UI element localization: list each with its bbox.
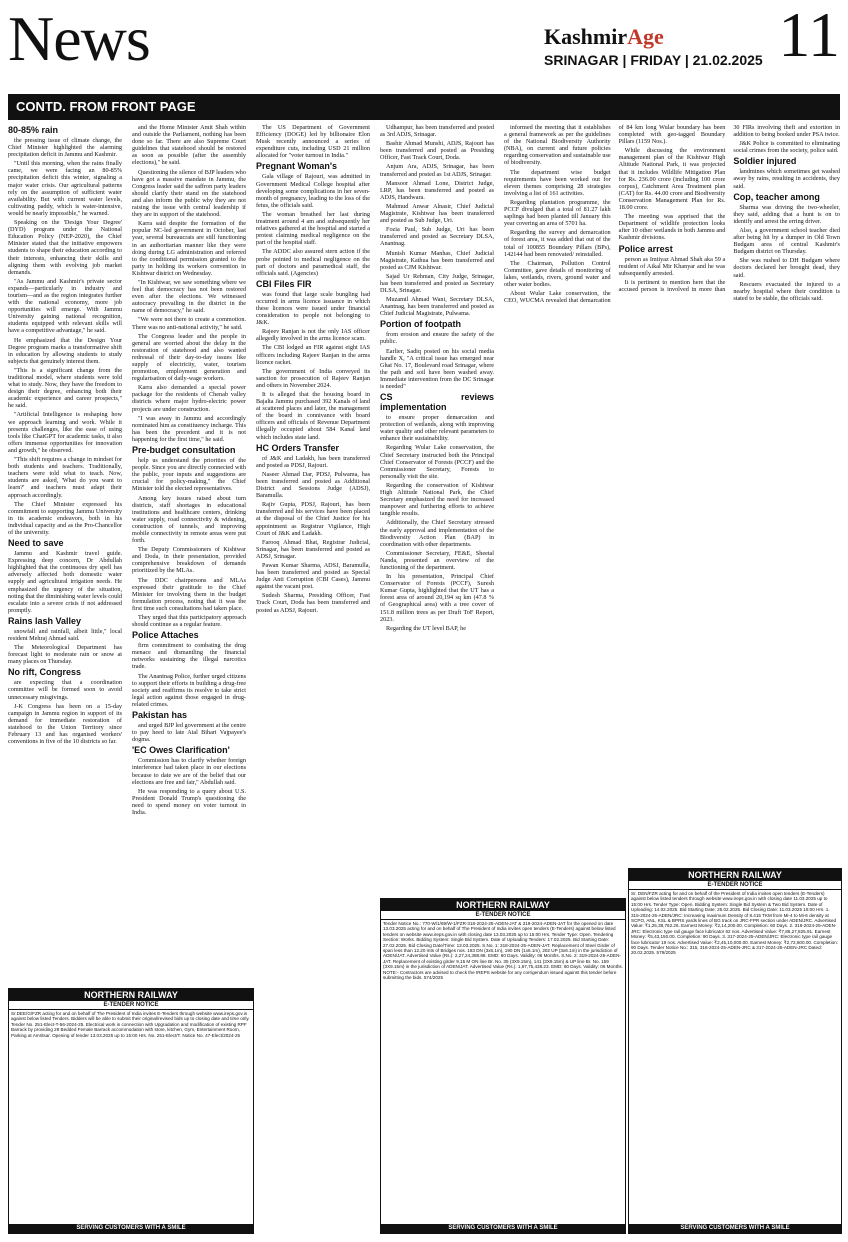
article-paragraph: Sajad Ur Rehman, City Judge, Srinagar, has been transferred and posted as Secretary DLSA, Srinagar.	[380, 272, 494, 294]
article-paragraph: Rescuers evacuated the injured to a nearby hospital where their condition is stated to be stable, the officials said.	[733, 280, 840, 302]
brand-main: Kashmir	[544, 24, 628, 49]
article-paragraph: person as Imtiyaz Ahmad Shah aka 59 a resident of Aikal Mir Khanyar and he was subsequently arrested.	[618, 255, 726, 277]
article-paragraph: Naseer Ahmad Dar, PDSJ, Pulwama, has been transferred and posted as Additional District and Sessions Judge (ADSJ), Baramulla.	[256, 470, 370, 500]
article-paragraph: Regarding the conservation of Kishtwar High Altitude National Park, the Chief Secretary emphasized the need for increased manpower and furthering efforts to achieve tangible results.	[380, 481, 494, 518]
ad-body: Sr. DEN/FZR acting for and on behalf of the President of India invites open tenders (E-Tenders) against below listed tenders through website www.ireps.gov.in with closing date 11.03.2025 up to 15:00 Hrs. Tender Type: Open. Bidding System: Single Bid System & Two Bid System. Date of Uploading: 14.02.2025. Bid Starting Date: 25.02.2025. Bid Closing Date: 11.03.2025 15:00 Hrs. 1. 315-2024-25-ADEN/JRC: Increasing maximum Density of 8.415 TKM from Mi-4 to Mi-6 density at SCPO, ANL, KSL & BPRS yards lines of BG track on JRC-FPR section under ADEN/JRC. Advertised Value: ₹1,25,38,762.26. Earnest Money: ₹2,14,200.00. Completion: 60 Days. 2. 316-2024-25-ADEN-JRC: Electronic type rail gauge face lubricator 62 nos. Advertised Value: ₹7,86,27,825.91. Earnest Money: ₹5,43,150.00. Completion: 90 Days. 3. 317-2024-25-ADEN/JRC: Electronic type rail gauge face lubricator 19 nos. Advertised Value: ₹2,45,10,000.00. Earnest Money: ₹2,72,600.00. Completion: 90 Days. Tender Notice No.: 315, 316-2024-25-ADEN-JRC & 317-2024-25-ADEN-JRC Dated: 20.02.2025. 579/2025	[631, 891, 838, 956]
article-paragraph: The CBI lodged an FIR against eight IAS officers including Rajeev Ranjan in the arms licence racket.	[256, 344, 370, 366]
article-paragraph: The department wise budget requirements have been worked out for eleven themes comprising 28 strategies involving a list of 161 activities.	[504, 168, 611, 197]
article-paragraph: "We were not there to create a commotion. There was no anti-national activity," he said.	[132, 316, 246, 331]
column-3	[256, 124, 370, 894]
ad-subtitle: E-TENDER NOTICE	[381, 911, 625, 920]
article-paragraph: Anjum Ara, ADJS, Srinagar, has been transferred and posted as 1st ADJS, Srinagar.	[380, 163, 494, 178]
article-paragraph: are expecting that a coordination committee will be formed soon to avoid unnecessary misgivings.	[8, 679, 122, 701]
ad-footer: SERVING CUSTOMERS WITH A SMILE	[381, 1224, 625, 1233]
ad-body: Sr.DEE/G/FZR acting for and on behalf of The President of India invites E-Tenders through website www.ireps.gov.in against below listed Tenders. Bidders will be able to submit their original/revised bids up to closing date and time only. Tender No. 251-Elect-T-56-2024-25. Electrical work in connection with Upgradation and modification of existing RPF Barrack by providing 28 Bedded Female Barrack accommodation with store, kitchen, Gym, Entertainment Room, Parking at Amritsar. Opening of tender 13.03.2025 up to 15:00 Hrs. No. 251-Elect/T. Notice No. 47-Elect/2024-25	[11, 1011, 250, 1038]
article-paragraph: Additionally, the Chief Secretary stressed the early approval and implementation of the Biodiversity Action Plan (BAP) in coordination with other departments.	[380, 519, 494, 548]
article-paragraph: Regarding the UT level BAP, he	[386, 624, 466, 632]
article-paragraph: While discussing the environment management plan of the Kishtwar High Altitude National Park, it was projected that it includes Wildlife Mitigation Plan for Rs. 236.00 crore (including 100 crore corpus), Catchment Area Treatment plan (CAT) for Rs. 44.00 crore and Biodiversity Conservation Management Plan for Rs. 18.00 crore.	[618, 147, 726, 212]
article-heading: HC Orders Transfer	[256, 442, 340, 453]
article-heading: Police Attaches	[132, 630, 199, 641]
ad-footer: SERVING CUSTOMERS WITH A SMILE	[629, 1224, 841, 1233]
article-paragraph: Farooq Ahmad Bhat, Registrar Judicial, Srinagar, has been transferred and posted as ADSJ, Srinagar.	[256, 538, 370, 560]
column-5	[504, 124, 840, 864]
article-paragraph: They urged that this participatory approach should continue as a regular feature.	[132, 614, 246, 629]
article-paragraph: In his presentation, Principal Chief Conservator of Forests (PCCF), Suresh Kumar Gupta, highlighted that the UT has a forest area of around 20,194 sq km (47.8 % of Geographical area) with a tree cover of 151.8 million trees as per Draft ToF Report, 2023.	[380, 573, 494, 623]
article-heading: Pre-budget consultation	[132, 445, 236, 456]
article-paragraph: Also, a government school teacher died after being hit by a dumper in Old Town Budgam area of central Kashmir's Budgam district on Thursday.	[733, 226, 840, 256]
article-paragraph: Commissioner Secretary, FE&E, Sheetal Nanda, presented an overview of the functioning of the department.	[380, 549, 494, 571]
article-paragraph: Questioning the silence of BJP leaders who have got a massive mandate in Jammu, the Congress leader said the saffron party leaders should clarify their stand on the statehood and also inform the public why they are not raising the issue with central leadership if they are in support of the statehood.	[132, 168, 246, 219]
article-paragraph: It is alleged that the housing board in Bajalta Jammu purchased 392 Kanals of land at scattered places and later, the management of the board in connivance with board officers and officials of Revenue Department illegally occupied about 584 Kanal land which includes state land.	[256, 391, 370, 441]
article-paragraph: About Wular Lake conservation, the CEO, WUCMA revealed that demarcation of 84 km long Wular boundary has been completed with geo-tagged Boundary Pillars (1159 Nos.).	[504, 124, 726, 305]
article-paragraph: Munish Kumar Manhas, Chief Judicial Magistrate, Kathua has been transferred and posted as CJM Kishtwar.	[380, 249, 494, 271]
brand-logo	[544, 24, 664, 50]
article-paragraph: He emphasized that the Design Your Degree program marks a transformative shift in education by allowing students to study subjects that genuinely interest them.	[8, 336, 122, 365]
article-paragraph: The government of India conveyed its sanction for prosecution of Rajeev Ranjan and others in November 2024.	[256, 367, 370, 389]
article-paragraph: firm commitment to combating the drug menace and dismantling the financial networks sustaining the illegal narcotics trade.	[132, 642, 246, 671]
article-paragraph: The Chief Minister expressed his commitment to supporting Jammu University in its academic endeavors, both in his individual capacity and as the Pro-Chancellor of the university.	[8, 500, 122, 536]
article-paragraph: The Congress leader and the people in general are worried about the delay in the restoration of statehood and also wanted redressal of their day-to-day issues like supply of electricity, water, tourism promotion, employment generation and regularisation of daily-wage workers.	[132, 332, 246, 383]
article-paragraph: Muzamil Ahmad Wani, Secretary DLSA, Anantnag, has been transferred and posted as Chief Judicial Magistrate, Pulwama.	[380, 296, 494, 318]
article-paragraph: Fozia Paul, Sub Judge, Uri has been transferred and posted as Secretary DLSA, Anantnag.	[380, 226, 494, 248]
article-paragraph: The Deputy Commissioners of Kishtwar and Doda, in their presentation, provided comprehensive breakdown of demands prioritized by the MLAs.	[132, 546, 246, 575]
ad-footer: SERVING CUSTOMERS WITH A SMILE	[9, 1224, 253, 1233]
ad-subtitle: E-TENDER NOTICE	[629, 881, 841, 890]
article-paragraph: Karra said despite the formation of the popular NC-led government in October, last year, several bureaucrats are still functioning in an authoritarian manner like they were doing during LG administration and referred to the conditional permission granted to the party in holding its workers convention in Kishtwar district on Wednesday.	[132, 220, 246, 277]
ad-title: NORTHERN RAILWAY	[9, 989, 253, 1001]
article-paragraph: The meeting was apprised that the Department of wildlife protection looks after 10 other wetlands in both Jammu and Kashmir divisions.	[618, 213, 726, 242]
article-paragraph: Among key issues raised about turn districts, staff shortages in educational institutions and healthcare centers, drinking water supply, road connectivity & widening, construction of tunnels, and improving mobile connectivity in remote areas were put forth.	[132, 494, 246, 545]
article-paragraph: Mansoor Ahmad Lone, District Judge, LRP, has been transferred and posted as ADJS, Handwara.	[380, 179, 494, 201]
article-paragraph: "This shift requires a change in mindset for both students and teachers. Traditionally, teachers were told what to teach. Now, students are asked, 'What do you want to learn?' and teachers must adapt their approach accordingly.	[8, 456, 122, 499]
masthead	[8, 0, 840, 90]
article-paragraph: Udhampur, has been transferred and posted as 3rd ADJS, Srinagar.	[380, 124, 494, 139]
article-heading: Cop, teacher among	[733, 191, 820, 202]
article-heading: Rains lash Valley	[8, 615, 82, 626]
article-paragraph: Regarding the survey and demarcation of forest area, it was added that out of the total of 100855 Boundary Pillars (BPs), 142144 had been renovated/ reinstalled.	[504, 229, 611, 258]
railway-tender-ad-right	[628, 868, 842, 1234]
section-banner	[8, 94, 840, 120]
section-title: News	[8, 3, 150, 74]
article-area	[8, 124, 840, 1234]
article-paragraph: Sudesh Sharma, Presiding Officer, Fast Track Court, Doda has been transferred and posted as ADSJ, Rajouri.	[256, 592, 370, 614]
article-heading: CBI Files FIR	[256, 278, 312, 289]
article-paragraph: informed the meeting that it establishes a general framework as per the guidelines of the National Biodiversity Authority (NBA), on current and future policies regarding conservation and sustainable use of biodiversity.	[504, 124, 611, 167]
article-heading: Pakistan has	[132, 710, 188, 721]
article-heading: CS reviews implementation	[380, 392, 494, 413]
article-paragraph: Earlier, Sadiq posted on his social media handle X, "A critical issue has emerged near Ghat No. 17, Boulevard road Srinagar, where the path and soil have been washed away. Immediate intervention from the DC Srinagar is needed"	[380, 347, 494, 390]
article-paragraph: "I was away in Jammu and accordingly nominated him as constituency incharge. This has been the precedent and it is not happening for the first time," he said.	[132, 414, 246, 443]
article-paragraph: The DDC chairpersons and MLAs expressed their gratitude to the Chief Minister for involving them in the budget formulation process, noting that it was the first time such consultations had taken place.	[132, 576, 246, 612]
article-paragraph: Gala village of Rajouri, was admitted in Government Medical College hospital after developing some complications in her seven-month of pregnancy, leading to the loss of the fetus, the officials said.	[256, 173, 370, 209]
article-paragraph: Rajeev Ranjan is not the only IAS officer allegedly involved in the arms licence scam.	[256, 328, 370, 343]
article-paragraph: and the Home Minister Amit Shah within and outside the Parliament, nothing has been done so far. There are also Supreme Court guidelines that statehood should be restored as soon as possible (after the assembly elections)," he said.	[132, 124, 246, 167]
section-banner-label: CONTD. FROM FRONT PAGE	[16, 99, 196, 114]
article-paragraph: "Artificial Intelligence is reshaping how we approach learning and work. While it presents challenges, like the ease of using tools like ChatGPT for academic tasks, it also offers immense opportunities for innovation and growth," he observed.	[8, 411, 122, 454]
dateline: SRINAGAR | FRIDAY | 21.02.2025	[544, 52, 763, 68]
ad-title: NORTHERN RAILWAY	[381, 899, 625, 911]
column-2	[132, 124, 246, 984]
article-paragraph: landmines which sometimes get washed away by rains, resulting in accidents, they said.	[733, 168, 840, 190]
article-paragraph: Sharma was driving the two-wheeler, they said, adding that a hunt is on to identify and arrest the erring driver.	[733, 203, 840, 225]
article-heading: Need to save	[8, 538, 64, 549]
article-paragraph: "This is a significant change from the traditional model, where students were told what to study. Now, they have the freedom to design their degree, enhancing both their academic experience and career prospects," he said.	[8, 366, 122, 410]
article-paragraph: "Until this morning, when the rains finally came, we were facing an 80-85% precipitation deficit this winter, signaling a major water crisis. Our agricultural patterns rely on the assumption of sufficient water availability. But with current water levels, cultivating paddy, which is water-intensive, would be nearly impossible," he warned.	[8, 160, 122, 217]
column-4	[380, 124, 494, 894]
article-paragraph: The Meteorological Department has forecast light to moderate rain or snow at many places on Thursday.	[8, 644, 122, 666]
article-paragraph: Regarding Wular Lake conservation, the Chief Secretary instructed both the Principal Chief Conservator of Forests (PCCF) and the Commissioner Secretary, Forests to personally visit the site.	[380, 444, 494, 480]
railway-tender-ad-left	[8, 988, 254, 1234]
article-paragraph: snowfall and rainfall, albeit little," local resident Mehraj Ahmad said.	[8, 627, 122, 642]
article-paragraph: The Chairman, Pollution Control Committee, gave details of monitoring of lakes, wetlands, rivers, ground water and other water bodies.	[504, 259, 611, 288]
article-paragraph: The Anantnag Police, further urged citizens to support their efforts in building a drug-free society and reaffirms its resolve to take strict legal action against those engaged in drug-related crimes.	[132, 672, 246, 708]
article-paragraph: of J&K and Ladakh, has been transferred and posted as PDSJ, Rajouri.	[256, 454, 370, 469]
article-paragraph: Commission has to clarify whether foreign interference had taken place in our elections because to date we are of the belief that our elections are free and fair," Abdullah said.	[132, 757, 246, 786]
article-paragraph: Pawan Kumar Sharma, ADSJ, Baramulla, has been transferred and posted as Special Judge Anti Corruption (CBI Cases), Jammu against the vacant post.	[256, 561, 370, 591]
article-paragraph: The ADDC also assured stern action if the probe pointed to medical negligence on the part of doctors and paramedical staff, the officials said. (Agencies)	[256, 248, 370, 277]
ad-subtitle: E-TENDER NOTICE	[9, 1001, 253, 1010]
article-paragraph: Karra also demanded a special power package for the residents of Chenab valley districts where major hydro-electric power projects are under construction.	[132, 384, 246, 413]
article-paragraph: to ensure proper demarcation and protection of wetlands, along with improving water quality and other relevant parameters to enhance their sustainability.	[380, 414, 494, 443]
ad-title: NORTHERN RAILWAY	[629, 869, 841, 881]
article-heading: Police arrest	[618, 243, 673, 254]
article-paragraph: from erosion and ensure the safety of the public.	[380, 331, 494, 346]
railway-tender-ad-middle	[380, 898, 626, 1234]
article-paragraph: The US Department of Government Efficiency (DOGE) led by billionaire Elon Musk recently announced a series of expenditure cuts, including USD 21 million allocated for "voter turnout in India."	[256, 124, 370, 160]
article-paragraph: Rajiv Gupta, PDSJ, Rajouri, has been transferred and his services have been placed at the disposal of the Chief Justice for his appointment as Registrar Vigilance, High Court of J&K and Ladakh.	[256, 501, 370, 537]
article-heading: Soldier injured	[733, 156, 797, 167]
page-number: 11	[778, 0, 840, 70]
article-paragraph: the pressing issue of climate change, the Chief Minister highlighted the alarming precipitation deficit in Jammu and Kashmir.	[8, 137, 122, 159]
article-paragraph: Speaking on the 'Design Your Degree' (DYD) program under the National Education Policy (NEP-2020), the Chief Minister stated that the initiative empowers students to shape their education according to their interests, enhancing their skills and aligning them with evolving job market demands.	[8, 219, 122, 276]
article-paragraph: It is pertinent to mention here that the accused person is involved in more than 30 FIRs involving theft and extortion in addition to being booked under PSA twice.	[618, 124, 840, 293]
article-paragraph: J&K Police is committed to eliminating social crimes from the society, police said.	[733, 140, 840, 155]
article-heading: No rift, Congress	[8, 667, 82, 678]
article-paragraph: The woman breathed her last during treatment around 4 am and subsequently her relatives gathered at the hospital and started a protest claiming medical negligence on the part of the hospital staff.	[256, 210, 370, 247]
article-paragraph: help us understand the priorities of the people. Since you are directly connected with the public, your inputs and suggestions are crucial for policy-making," the Chief Minister told the elected representatives.	[132, 457, 246, 493]
article-heading: 80-85% rain	[8, 125, 59, 135]
article-heading: Portion of footpath	[380, 319, 461, 330]
article-paragraph: "As Jammu and Kashmir's private sector expands—particularly in industry and tourism—and as the region integrates further with the national economy, more job opportunities will emerge. With Jammu University gaining national recognition, students equipped with relevant skills will have a competitive advantage," he said.	[8, 277, 122, 335]
article-paragraph: J-K Congress has been on a 15-day campaign in Jammu region in support of its demand for immediate restoration of statehood to the Union Territory since February 13 and has organised workers' conventions in five of the 10 districts so far.	[8, 702, 122, 746]
article-paragraph: Mahmud Anwar Alnasir, Chief Judicial Magistrate, Kishtwar has been transferred and posted as Sub Judge, Uri.	[380, 202, 494, 225]
brand-accent: Age	[627, 24, 664, 49]
article-heading: 'EC Owes Clarification'	[132, 745, 230, 756]
ad-body: Tender Notice No.: 770-W/1/69/W-1/FZR-318-2024-25-ADEN-JAT & 319-2024-ADEN-JAT for the opened on date 13.03.2025 acting for and on behalf of The President of India invites open tenders (E-Tenders) against below listed tenders on website www.ireps.gov.in with closing date 13.03.2025 up to 15:00 Hrs. Tender Type: Open. Tendering Section: Works. Bidding System: Single Bid System. Date of Uploading Tenders: 17.02.2025. Bid Starting Date: 27.02.2025. Bid Closing Date/Time: 13.03.2025. S.No. 1: 318-2024-25-ADEN-JAT. Replacement of Steel Girder of span less than 12.20 mts of Bridges nos. 183 DN (3x6.1m), 190 DN (1x6.1m), 202 UP (3x6.1m) in the jurisdiction of ADEN/JAT. Advertised Value (Rs.): 2,27,24,388.88. EMD: 60 Days. Validity: 06 Months. S.No. 2: 319-2024-25-ADEN-JAT. Replacement of existing girder 9.15 M ON line Br. No. 35 (3X9.15m), 141 (3X9.15m) & UP line Br. No. 159 (3X9.15m) in the jurisdiction of ADEN/JAT. Advertised Value (Rs.): 1,67,75,438.23. EMD: 60 Days. Validity: 06 Months. NOTE:- Contractors are advised to check the IREPS website for any corrigendum issued against this tender before submitting the bids. 574/2025	[383, 921, 624, 981]
article-paragraph: She was rushed to DH Budgam where doctors declared her brought dead, they said.	[733, 257, 840, 279]
article-paragraph: Jammu and Kashmir travel guide. Expressing deep concern, Dr Abdullah highlighted that the continuous dry spell has adversely affected both domestic water supply and agricultural irrigation needs. He emphasized the urgency of the situation, noting that the diminishing water levels could escalate into a severe crisis if not addressed promptly.	[8, 550, 122, 614]
column-1	[8, 124, 122, 984]
article-paragraph: He was responding to a query about U.S. President Donald Trump's questioning the need to spend money on voter turnout in India.	[132, 787, 246, 816]
article-paragraph: was found that large scale bungling had occurred in arms licence issuance in which these licences were issued under financial consideration to people not belonging to J&K.	[256, 290, 370, 327]
article-heading: Pregnant Woman's	[256, 161, 337, 172]
article-paragraph: Bashir Ahmad Munshi, ADJS, Rajouri has been transferred and posted as Presiding Officer, Fast Track Court, Doda.	[380, 140, 494, 162]
article-paragraph: and urged BJP led government at the centre to pay heed to late Atal Bihari Vajpayee's dogma.	[132, 722, 246, 744]
article-paragraph: "In Kishtwar, we saw something where we feel that democracy has not been restored even after the elections. We witnessed autocracy prevailing in the district in the name of democracy," he said.	[132, 278, 246, 315]
article-paragraph: Regarding plantation programme, the PCCF divulged that a total of 81.27 lakh saplings had been planted till January this year covering an area of 5701 ha.	[504, 198, 611, 228]
